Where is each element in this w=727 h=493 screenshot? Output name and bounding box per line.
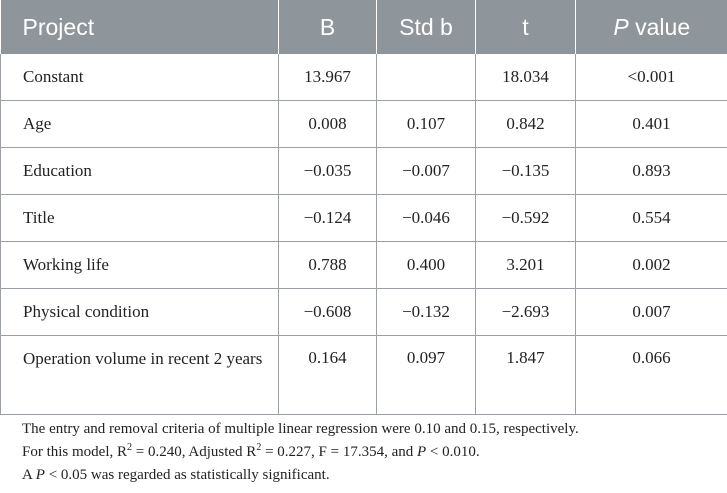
table-row (1, 289, 727, 336)
note-superscript: 2 (127, 442, 133, 453)
cell-t: −2.693 (476, 289, 576, 336)
cell-std-b: −0.046 (377, 195, 476, 242)
cell-b: 13.967 (279, 54, 377, 101)
cell-b: −0.124 (279, 195, 377, 242)
cell-project: Constant (1, 54, 279, 101)
note-text: = 0.240, Adjusted R (132, 444, 257, 460)
note-text: < 0.05 was regarded as statistically significant. (44, 467, 330, 483)
header-b: B (279, 0, 377, 54)
footnote-model-stats (22, 441, 722, 464)
cell-project: Working life (1, 242, 279, 289)
cell-p: 0.893 (576, 148, 727, 195)
cell-b: −0.608 (279, 289, 377, 336)
cell-p: 0.066 (576, 336, 727, 415)
note-text: For this model, R (22, 444, 128, 460)
header-std-b: Std b (377, 0, 476, 54)
cell-project: Title (1, 195, 279, 242)
note-italic-p: P (417, 444, 427, 460)
header-p-letter: P (613, 13, 629, 40)
footnote-significance (22, 464, 722, 487)
table-row (1, 101, 727, 148)
cell-t: 18.034 (476, 54, 576, 101)
table-row (1, 54, 727, 101)
note-italic-p: P (35, 467, 45, 483)
cell-std-b: 0.097 (377, 336, 476, 415)
cell-std-b (377, 54, 476, 101)
cell-project: Age (1, 101, 279, 148)
note-superscript: 2 (256, 442, 262, 453)
cell-std-b: 0.107 (377, 101, 476, 148)
cell-t: −0.135 (476, 148, 576, 195)
cell-b: 0.164 (279, 336, 377, 415)
note-text: < 0.010. (426, 444, 480, 460)
table-header-row (1, 0, 727, 54)
cell-b: 0.788 (279, 242, 377, 289)
cell-b: −0.035 (279, 148, 377, 195)
cell-p: 0.007 (576, 289, 727, 336)
header-project: Project (1, 0, 279, 54)
note-text: = 0.227, F = 17.354, and (261, 444, 417, 460)
cell-project: Operation volume in recent 2 years (1, 336, 279, 415)
cell-project: Physical condition (1, 289, 279, 336)
table-row (1, 336, 727, 415)
cell-std-b: −0.132 (377, 289, 476, 336)
cell-std-b: 0.400 (377, 242, 476, 289)
cell-p: 0.002 (576, 242, 727, 289)
note-text: A (22, 467, 36, 483)
cell-std-b: −0.007 (377, 148, 476, 195)
cell-t: 1.847 (476, 336, 576, 415)
footnote-criteria: The entry and removal criteria of multiple linear regression were 0.10 and 0.15, respectively. (22, 421, 579, 437)
table-row (1, 148, 727, 195)
table-footnotes (22, 418, 722, 487)
cell-p: 0.554 (576, 195, 727, 242)
cell-t: −0.592 (476, 195, 576, 242)
header-p-value (576, 0, 727, 54)
cell-t: 0.842 (476, 101, 576, 148)
cell-b: 0.008 (279, 101, 377, 148)
table-row (1, 242, 727, 289)
table-row (1, 195, 727, 242)
header-p-rest: value (628, 13, 691, 40)
cell-p: <0.001 (576, 54, 727, 101)
cell-p: 0.401 (576, 101, 727, 148)
cell-project: Education (1, 148, 279, 195)
header-t: t (476, 0, 576, 54)
cell-t: 3.201 (476, 242, 576, 289)
